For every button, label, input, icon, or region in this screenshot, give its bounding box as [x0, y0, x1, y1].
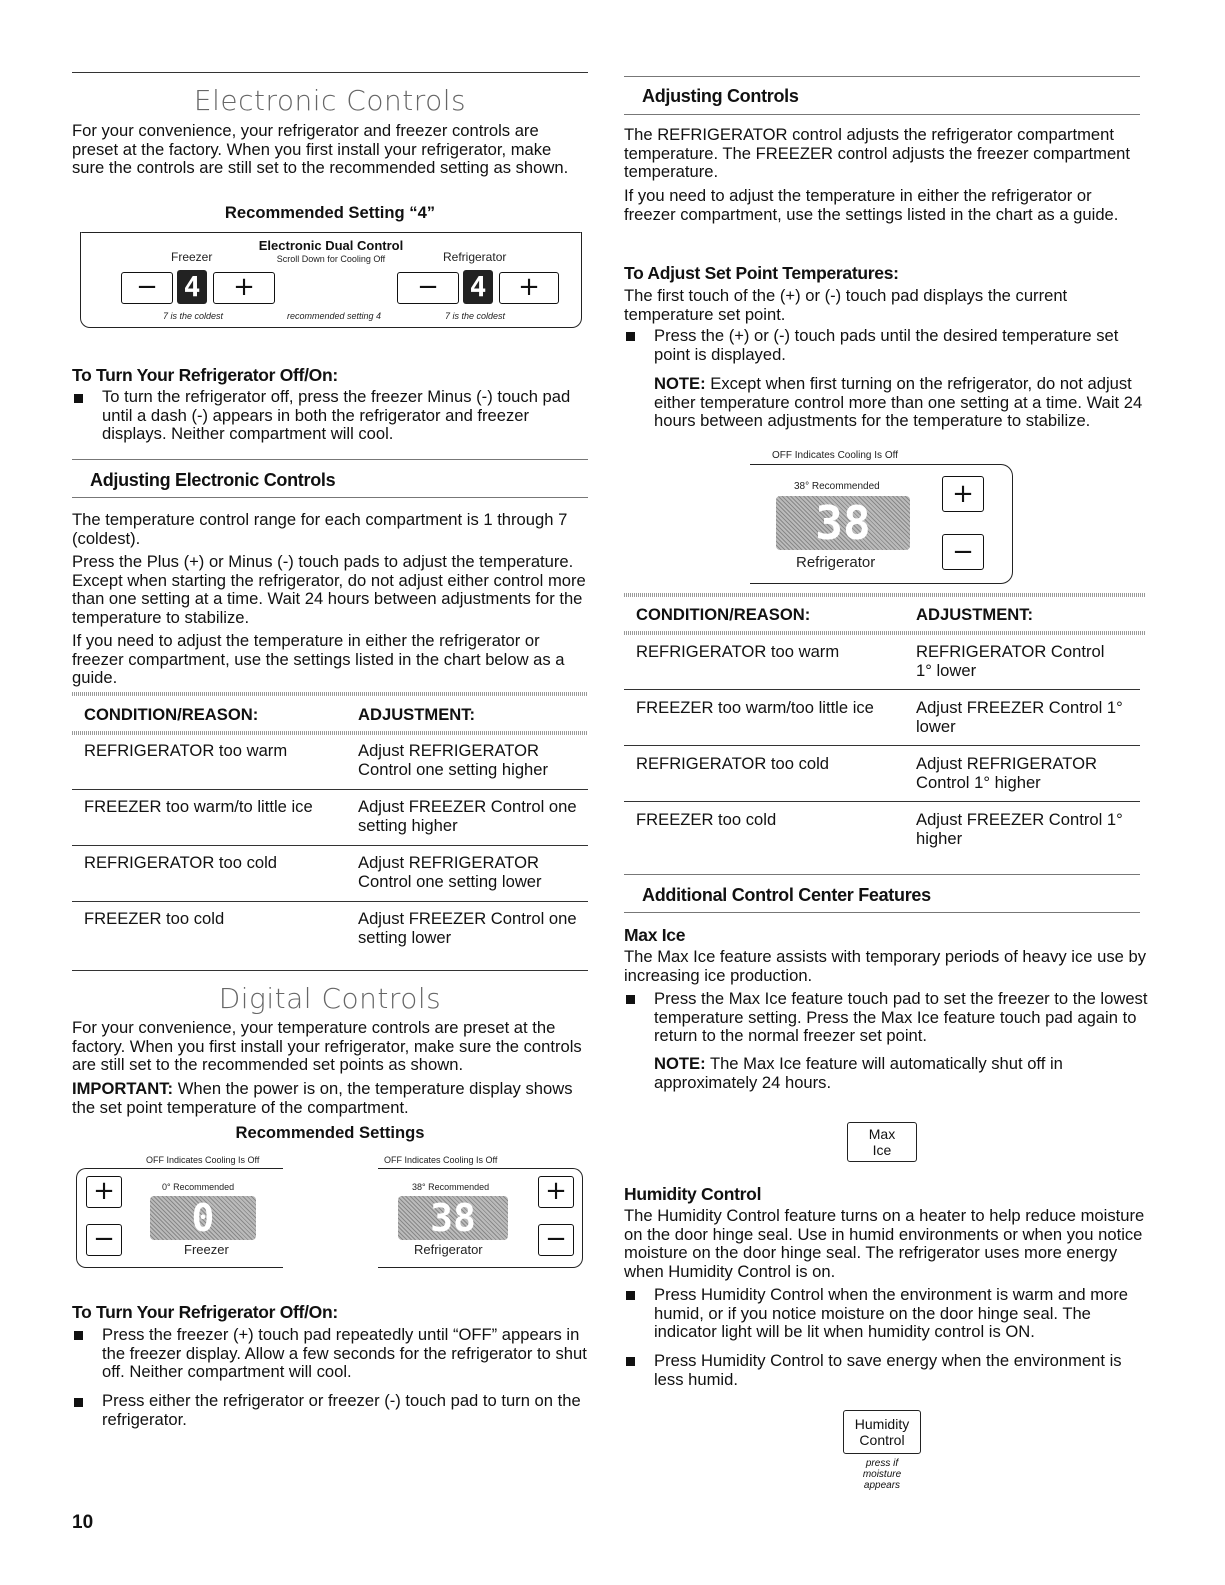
adjust-text: Press the Plus (+) or Minus (-) touch pads to adjust the temperature. Except when starting the refrigerator, do not adjust either control more than one setting at a time. Wait 24 hours between adjustments for the temperature to stabilize. [72, 552, 586, 627]
freezer-minus-button[interactable]: − [86, 1224, 122, 1256]
refrigerator-coldest-note: 7 is the coldest [445, 311, 506, 321]
freezer-coldest-note: 7 is the coldest [163, 311, 224, 321]
max-ice-button-line1: Max [868, 1126, 896, 1142]
bullet-marker [626, 332, 635, 341]
divider [624, 114, 1140, 115]
range-text: The temperature control range for each compartment is 1 through 7 (coldest). [72, 510, 568, 548]
divider [72, 72, 588, 73]
important-text [72, 1080, 588, 1117]
guide-text: If you need to adjust the temperature in either the refrigerator or freezer compartment, use the settings listed in the chart below as a guide. [72, 631, 565, 687]
caption-line: moisture [862, 1469, 902, 1480]
electronic-dual-control-panel [80, 232, 582, 328]
note-label: NOTE: [654, 374, 706, 393]
panel-title: Electronic Dual Control [258, 238, 404, 253]
important-label: IMPORTANT: [72, 1079, 174, 1098]
plus-button[interactable]: + [942, 476, 984, 512]
table-cell-condition: REFRIGERATOR too cold [636, 754, 830, 773]
note-body: Except when first turning on the refrigerator, do not adjust either temperature control more than one setting at a time. Wait 24 hours between adjustments for the temperature to stabilize. [654, 374, 1143, 430]
freezer-temperature-display: 0 [150, 1196, 256, 1240]
freezer-label: Freezer [171, 250, 213, 264]
turn-off-on-heading: To Turn Your Refrigerator Off/On: [72, 365, 338, 385]
humidity-bullet-1: Press Humidity Control when the environment is warm and more humid, or if you notice moisture on the door hinge seal. The indicator light will be lit when humidity control is ON. [654, 1285, 1129, 1341]
refrigerator-digital-panel [378, 1152, 588, 1270]
digital-turn-off-on-heading: To Turn Your Refrigerator Off/On: [72, 1302, 338, 1322]
refrigerator-temperature-display: 38 [776, 496, 910, 550]
table-cell-adjustment: Adjust FREEZER Control one setting higher [358, 797, 577, 835]
refrigerator-minus-button[interactable]: − [397, 272, 459, 304]
off-note: OFF Indicates Cooling Is Off [146, 1155, 260, 1165]
bullet-marker [626, 995, 635, 1004]
refrigerator-control-panel [750, 448, 1018, 588]
refrigerator-display-label: Refrigerator [414, 1242, 483, 1257]
panel-subtitle: Scroll Down for Cooling Off [276, 254, 386, 264]
controls-guide: If you need to adjust the temperature in either the refrigerator or freezer compartment, use the settings listed in the chart as a guide. [624, 186, 1119, 224]
humidity-button-line2: Control [859, 1432, 905, 1448]
humidity-button-line1: Humidity [854, 1416, 910, 1432]
table-cell-adjustment: Adjust FREEZER Control 1° higher [916, 810, 1123, 848]
set-point-note [654, 375, 1150, 431]
table-cell-adjustment: Adjust REFRIGERATOR Control one setting lower [358, 853, 542, 891]
bullet-marker [626, 1291, 635, 1300]
max-ice-note [654, 1055, 1134, 1092]
caption-line: press if [865, 1458, 899, 1469]
table-cell-condition: REFRIGERATOR too warm [84, 741, 288, 760]
set-point-text: The first touch of the (+) or (-) touch pad displays the current temperature set point. [624, 286, 1068, 324]
freezer-minus-button[interactable]: − [121, 272, 173, 304]
table-cell-adjustment: Adjust REFRIGERATOR Control 1° higher [916, 754, 1098, 792]
digital-bullet-1: Press the freezer (+) touch pad repeatedly until “OFF” appears in the freezer display. Allow a few seconds for the refrigerator to shut off. Neither compartment will cool. [102, 1325, 587, 1381]
important-body: When the power is on, the temperature display shows the set point temperature of the compartment. [72, 1079, 573, 1117]
refrigerator-plus-button[interactable]: + [538, 1176, 574, 1208]
set-point-bullet: Press the (+) or (-) touch pads until the desired temperature set point is displayed. [654, 326, 1119, 364]
table-header-condition: CONDITION/REASON: [636, 605, 811, 624]
humidity-button-caption [843, 1458, 921, 1491]
recommended-settings-heading: Recommended Settings [235, 1123, 425, 1142]
table-header-adjustment: ADJUSTMENT: [358, 705, 476, 724]
section-title-electronic: Electronic Controls [193, 84, 467, 117]
divider [72, 497, 588, 498]
section-title-digital: Digital Controls [218, 982, 442, 1015]
refrigerator-recommended-note: 38° Recommended [412, 1182, 490, 1192]
note-body: The Max Ice feature will automatically shut off in approximately 24 hours. [654, 1054, 1063, 1092]
additional-features-heading: Additional Control Center Features [642, 885, 931, 905]
table-header-adjustment: ADJUSTMENT: [916, 605, 1034, 624]
bullet-marker [74, 394, 83, 403]
max-ice-heading: Max Ice [624, 925, 686, 945]
recommended-setting-heading: Recommended Setting “4” [224, 203, 436, 222]
bullet-marker [626, 1357, 635, 1366]
humidity-description: The Humidity Control feature turns on a heater to help reduce moisture on the door hinge seal. Use in humid environments or when you notice moisture on the door hinge seal. The refrigerator uses more energy when Humidity Control is on. [624, 1206, 1145, 1281]
refrigerator-setting-display: 4 [463, 270, 493, 304]
table-cell-condition: FREEZER too warm/to little ice [84, 797, 313, 816]
off-note: OFF Indicates Cooling Is Off [384, 1155, 498, 1165]
refrigerator-temperature-display: 38 [398, 1196, 508, 1240]
humidity-bullet-2: Press Humidity Control to save energy when the environment is less humid. [654, 1351, 1122, 1389]
table-cell-adjustment: Adjust FREEZER Control one setting lower [358, 909, 577, 947]
divider [72, 459, 588, 460]
adjusting-electronic-heading: Adjusting Electronic Controls [90, 470, 336, 490]
bullet-marker [74, 1398, 83, 1407]
adjusting-controls-heading: Adjusting Controls [642, 86, 799, 106]
freezer-setting-display: 4 [177, 270, 207, 304]
minus-button[interactable]: − [942, 534, 984, 570]
refrigerator-minus-button[interactable]: − [538, 1224, 574, 1256]
turn-off-on-text: To turn the refrigerator off, press the freezer Minus (-) touch pad until a dash (-) appears in both the refrigerator and freezer displays. Neither compartment will cool. [102, 387, 571, 443]
divider [624, 912, 1140, 913]
freezer-plus-button[interactable]: + [86, 1176, 122, 1208]
electronic-intro: For your convenience, your refrigerator and freezer controls are preset at the factory. When you first install your refrigerator, make sure the controls are still set to the recommended setting as shown. [72, 121, 569, 177]
freezer-recommended-note: 0° Recommended [162, 1182, 235, 1192]
table-cell-adjustment: Adjust FREEZER Control 1° lower [916, 698, 1123, 736]
max-ice-description: The Max Ice feature assists with temporary periods of heavy ice use by increasing ice production. [624, 947, 1147, 985]
bullet-marker [74, 1331, 83, 1340]
divider [624, 874, 1140, 875]
max-ice-button-line2: Ice [872, 1142, 892, 1158]
table-header-condition: CONDITION/REASON: [84, 705, 259, 724]
table-cell-condition: REFRIGERATOR too cold [84, 853, 278, 872]
divider [72, 970, 588, 971]
humidity-heading: Humidity Control [624, 1184, 762, 1204]
set-point-heading: To Adjust Set Point Temperatures: [624, 263, 899, 283]
recommended-setting-note: recommended setting 4 [287, 311, 382, 321]
recommended-note: 38° Recommended [794, 481, 880, 492]
table-cell-condition: REFRIGERATOR too warm [636, 642, 840, 661]
note-label: NOTE: [654, 1054, 706, 1073]
max-ice-button[interactable] [847, 1122, 917, 1162]
max-ice-bullet: Press the Max Ice feature touch pad to set the freezer to the lowest temperature setting. Press the Max Ice feature touch pad again to return to the normal freezer set point. [654, 989, 1148, 1045]
refrigerator-display-label: Refrigerator [796, 554, 876, 571]
freezer-plus-button[interactable]: + [213, 272, 275, 304]
digital-intro: For your convenience, your temperature controls are preset at the factory. When you first install your refrigerator, make sure the controls are still set to the recommended set points as shown. [72, 1018, 582, 1074]
refrigerator-label: Refrigerator [443, 250, 507, 264]
humidity-control-button[interactable] [843, 1410, 921, 1454]
off-note: OFF Indicates Cooling Is Off [772, 450, 898, 461]
table-cell-condition: FREEZER too cold [84, 909, 225, 928]
table-cell-condition: FREEZER too warm/too little ice [636, 698, 874, 717]
caption-line: appears [863, 1480, 901, 1491]
table-cell-condition: FREEZER too cold [636, 810, 777, 829]
freezer-display-label: Freezer [184, 1242, 229, 1257]
freezer-digital-panel [76, 1152, 286, 1270]
page-number: 10 [72, 1512, 94, 1533]
divider [624, 76, 1140, 77]
table-cell-adjustment: REFRIGERATOR Control 1° lower [916, 642, 1105, 680]
digital-bullet-2: Press either the refrigerator or freezer (-) touch pad to turn on the refrigerator. [102, 1391, 581, 1429]
table-cell-adjustment: Adjust REFRIGERATOR Control one setting higher [358, 741, 549, 779]
refrigerator-plus-button[interactable]: + [499, 272, 559, 304]
controls-description: The REFRIGERATOR control adjusts the refrigerator compartment temperature. The FREEZER control adjusts the freezer compartment temperature. [624, 125, 1131, 181]
